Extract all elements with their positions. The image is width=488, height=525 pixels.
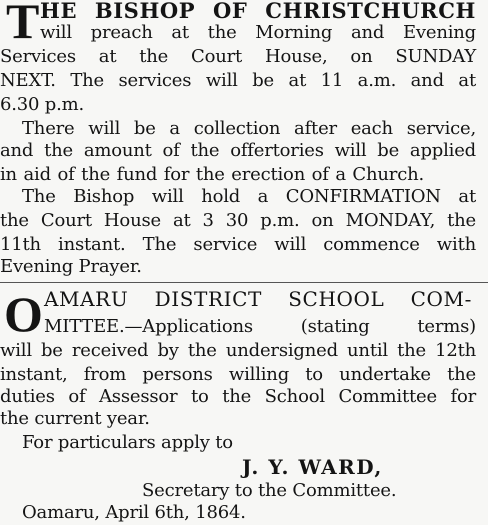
divider-rule [0, 282, 488, 283]
dateline: Oamaru, April 6th, 1864. [22, 502, 246, 523]
dropcap-t: T [6, 0, 40, 49]
school-line-6: the current year. [0, 408, 150, 429]
bishop-line-10: the Court House at 3 30 p.m. on MONDAY, the [0, 210, 476, 231]
bishop-line-3: Services at the Court House, on SUNDAY [0, 46, 476, 67]
school-line-7: For particulars apply to [22, 432, 233, 453]
bishop-line-2: will preach at the Morning and Evening [40, 22, 476, 43]
school-line-5: duties of Assessor to the School Committee for [0, 386, 476, 407]
school-line-4: instant, from persons willing to undertake the [0, 364, 476, 385]
school-headline: AMARU DISTRICT SCHOOL COM- [44, 287, 472, 311]
dropcap-o: O [4, 286, 43, 342]
bishop-line-7: and the amount of the offertories will be applied [0, 140, 476, 161]
bishop-line-11: 11th instant. The service will commence with [0, 234, 476, 255]
bishop-headline: HE BISHOP OF CHRISTCHURCH [40, 0, 476, 23]
bishop-line-8: in aid of the fund for the erection of a Church. [0, 164, 424, 185]
bishop-line-5: 6.30 p.m. [0, 94, 85, 115]
bishop-line-6: There will be a collection after each service, [22, 118, 476, 139]
school-line-2: MITTEE.—Applications (stating terms) [44, 316, 476, 337]
bishop-line-9: The Bishop will hold a CONFIRMATION at [22, 186, 476, 207]
signatory-title: Secretary to the Committee. [142, 480, 397, 501]
school-line-3: will be received by the undersigned until the 12th [0, 340, 476, 361]
bishop-line-12: Evening Prayer. [0, 256, 142, 277]
bishop-line-4: NEXT. The services will be at 11 a.m. and at [0, 70, 476, 91]
signatory-name: J. Y. WARD, [242, 455, 383, 479]
